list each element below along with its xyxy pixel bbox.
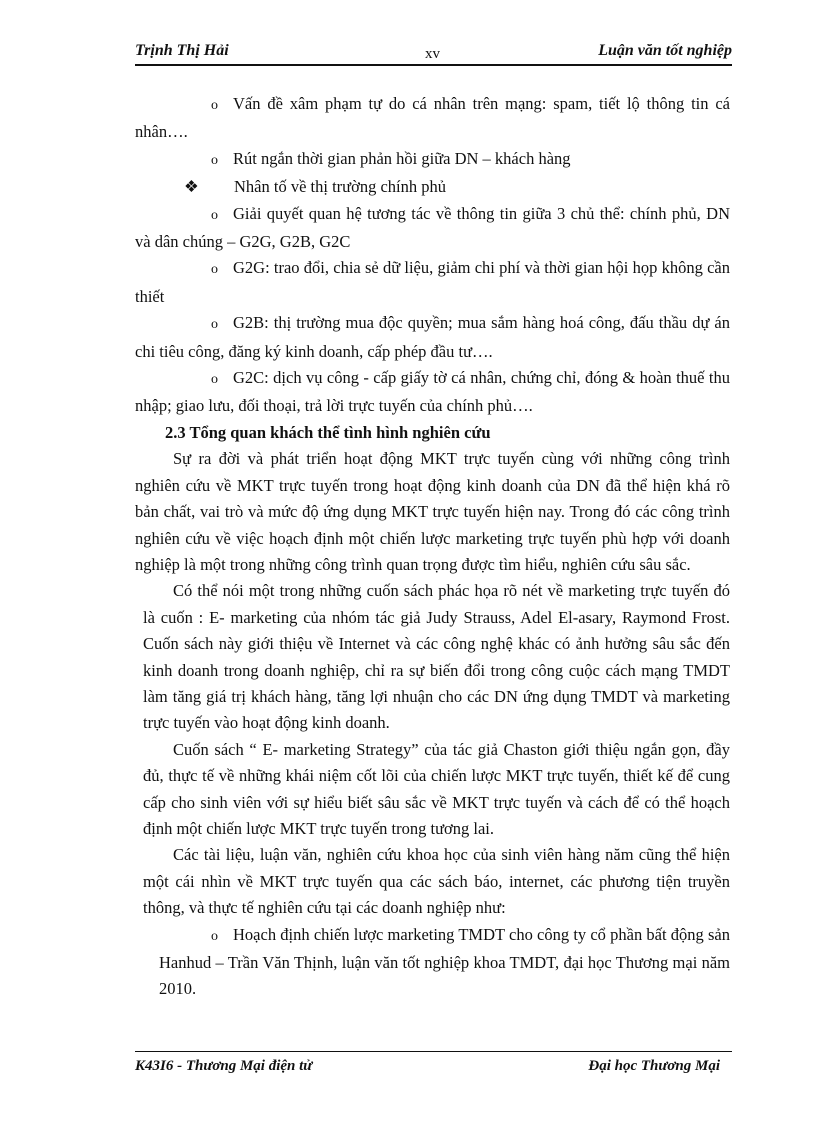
diamond-bullet-icon: ❖ [184, 177, 199, 197]
list-item: o G2C: dịch vụ công - cấp giấy tờ cá nhân, chứng chỉ, đóng & hoàn thuế thu nhập; giao lưu, đối thoại, trả lời trực tuyến của chính phủ…. [135, 368, 730, 416]
paragraph: Sự ra đời và phát triển hoạt động MKT trực tuyến cùng với những công trình nghiên cứu về MKT trực tuyến trong hoạt động kinh doanh của DN đã thể hiện khá rõ bản chất, vai trò và mức độ ứng dụng MKT trực tuyến hiện nay. Trong đó các công trình nghiên cứu về việc hoạch định một chiến lược marketing trực tuyến phù hợp với doanh nghiệp là một trong những công trình quan trọng được tìm hiểu, nghiên cứu sâu sắc. [135, 449, 730, 574]
paragraph: Có thể nói một trong những cuốn sách phác họa rõ nét về marketing trực tuyến đó là cuốn : E- marketing của nhóm tác giả Judy Strauss, Adel El-asary, Raymond Frost. Cuốn sách này giới thiệu về Internet và các công nghệ khác có ảnh hưởng sâu sắc đến kinh doanh trong doanh nghiệp, chỉ ra sự biến đổi trong công cuộc cách mạng TMDT làm tăng giá trị khách hàng, tăng lợi nhuận cho các DN ứng dụng TMDT và marketing trực tuyến vào hoạt động kinh doanh. [143, 581, 730, 733]
footer-class-code: K43I6 - Thương Mại điện tử [135, 1058, 313, 1074]
section-heading: 2.3 Tổng quan khách thể tình hình nghiên cứu [165, 422, 491, 442]
paragraph: Các tài liệu, luận văn, nghiên cứu khoa học của sinh viên hàng năm cũng thể hiện một cái nhìn về MKT trực tuyến qua các sách báo, internet, các phương tiện truyền thông, và thực tế nghiên cứu tại các doanh nghiệp như: [143, 845, 730, 918]
paragraph: Cuốn sách “ E- marketing Strategy” của tác giả Chaston giới thiệu ngắn gọn, đầy đủ, thực tế về những khái niệm cốt lõi của chiến lược MKT trực tuyến, thiết kế để cung cấp cho sinh viên với sự hiểu biết sâu sắc về MKT trực tuyến và cách để có thể hoạch định một chiến lược MKT trực tuyến trong tương lai. [143, 739, 730, 838]
header-doc-type: Luận văn tốt nghiệp [598, 42, 732, 59]
list-item: o Vấn đề xâm phạm tự do cá nhân trên mạng: spam, tiết lộ thông tin cá nhân…. [135, 94, 730, 142]
bullet-marker: o [211, 207, 218, 223]
list-item: o Giải quyết quan hệ tương tác về thông tin giữa 3 chủ thể: chính phủ, DN và dân chúng – G2G, G2B, G2C [135, 203, 730, 252]
list-item: o G2G: trao đổi, chia sẻ dữ liệu, giảm chi phí và thời gian hội họp không cần thiết [135, 258, 730, 306]
bullet-marker: o [211, 262, 218, 278]
list-item: ❖ Nhân tố về thị trường chính phủ [135, 174, 730, 200]
bullet-marker: o [211, 317, 218, 333]
header-page-number: xv [425, 46, 440, 62]
page-footer [135, 1051, 732, 1074]
bullet-marker: o [211, 372, 218, 388]
footer-school: Đại học Thương Mại [588, 1058, 720, 1074]
page-body [135, 91, 730, 1003]
bullet-marker: o [211, 152, 218, 168]
bullet-marker: o [211, 928, 218, 944]
page-header [135, 38, 732, 66]
list-item: o Rút ngắn thời gian phản hồi giữa DN – khách hàng [135, 146, 730, 174]
header-author: Trịnh Thị Hải [135, 42, 229, 59]
list-item: o Hoạch định chiến lược marketing TMDT cho công ty cổ phần bất động sản Hanhud – Trần Văn Thịnh, luận văn tốt nghiệp khoa TMDT, đại học Thương mại năm 2010. [159, 924, 730, 999]
bullet-marker: o [211, 98, 218, 113]
list-item: o G2B: thị trường mua độc quyền; mua sắm hàng hoá công, đấu thầu dự án chi tiêu công, đăng ký kinh doanh, cấp phép đầu tư…. [135, 313, 730, 361]
